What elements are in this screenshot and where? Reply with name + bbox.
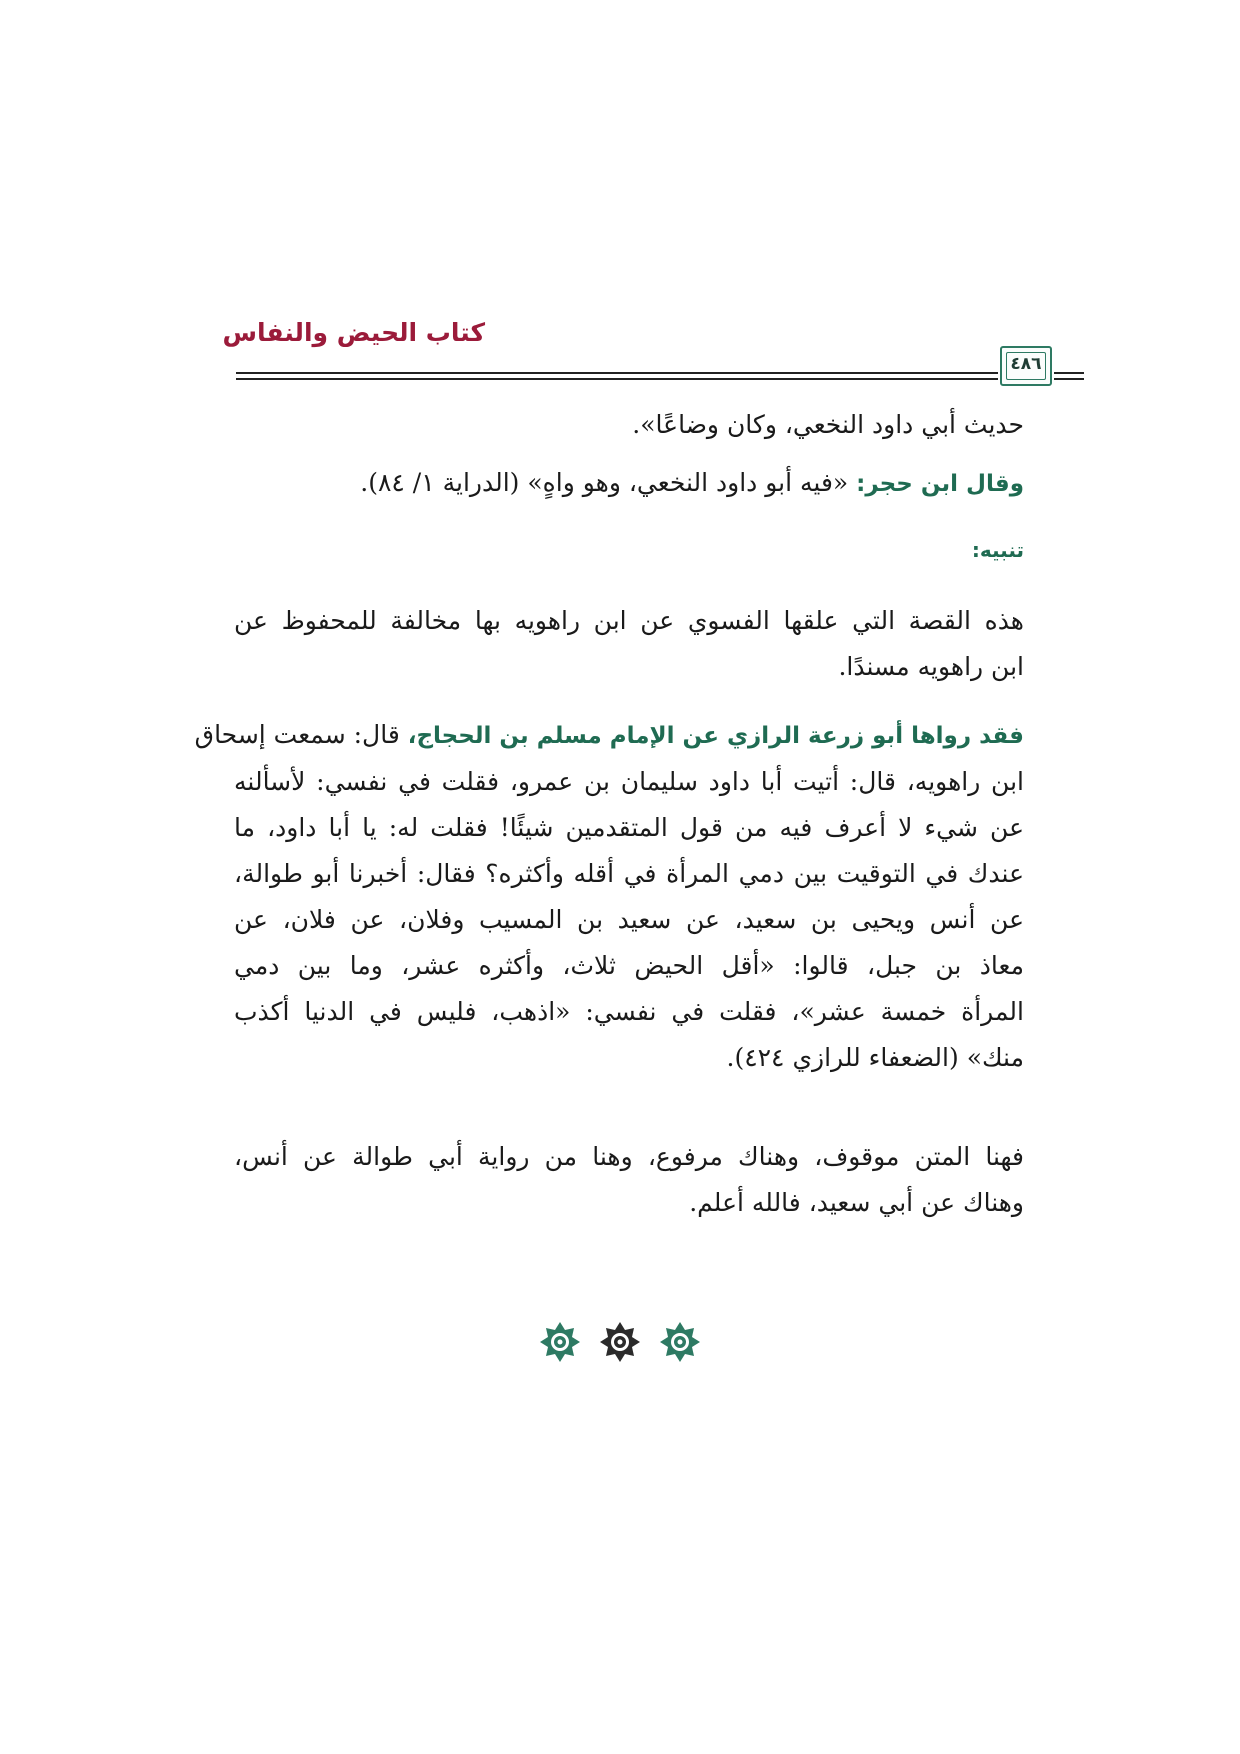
text-run: «فيه أبو داود النخعي، وهو واهٍ» (الدراية ١/ ٨٤).	[360, 468, 857, 497]
paragraph-2	[234, 460, 1024, 507]
paragraph-4	[194, 712, 1024, 1081]
text-line	[194, 712, 1024, 759]
highlight-phrase: فقد رواها أبو زرعة الرازي عن الإمام مسلم بن الحجاج،	[407, 723, 1024, 749]
text-line: هذه القصة التي علقها الفسوي عن ابن راهويه بها مخالفة للمحفوظ عن	[234, 606, 1024, 635]
text-line: عن شيء لا أعرف فيه من قول المتقدمين شيئًا! فقلت له: يا أبا داود، ما	[234, 813, 1024, 842]
text-line: عندك في التوقيت بين دمي المرأة في أقله وأكثره؟ فقال: أخبرنا أبو طوالة،	[234, 859, 1024, 888]
section-ornaments	[530, 1318, 710, 1366]
paragraph-3	[234, 598, 1024, 690]
header-rule	[236, 372, 998, 374]
text-line: منك» (الضعفاء للرازي ٤٢٤).	[726, 1043, 1024, 1072]
text-line: وهناك عن أبي سعيد، فالله أعلم.	[689, 1188, 1024, 1217]
header-rule	[236, 378, 998, 380]
note-label: تنبيه:	[971, 538, 1024, 562]
text-line: ابن راهويه، قال: أتيت أبا داود سليمان بن عمرو، فقلت في نفسي: لأسألنه	[234, 767, 1024, 796]
highlight-phrase: وقال ابن حجر:	[856, 471, 1024, 497]
book-title: كتاب الحيض والنفاس	[222, 318, 485, 347]
header-rule	[1054, 372, 1084, 374]
header-rule	[1054, 378, 1084, 380]
text-line: المرأة خمسة عشر»، فقلت في نفسي: «اذهب، فليس في الدنيا أكذب	[234, 997, 1024, 1026]
star-flower-icon	[600, 1322, 640, 1362]
page-number: ٤٨٦	[1010, 354, 1042, 374]
text-line: فهنا المتن موقوف، وهناك مرفوع، وهنا من رواية أبي طوالة عن أنس،	[234, 1142, 1024, 1171]
text-line: ابن راهويه مسندًا.	[838, 652, 1024, 681]
paragraph-1	[234, 402, 1024, 448]
text-line: معاذ بن جبل، قالوا: «أقل الحيض ثلاث، وأكثره عشر، وما بين دمي	[234, 951, 1024, 980]
page-number-frame	[1000, 346, 1052, 386]
text-line	[234, 460, 1024, 507]
star-flower-icon	[660, 1322, 700, 1362]
star-flower-icon	[540, 1322, 580, 1362]
paragraph-5	[234, 1134, 1024, 1226]
text-run: قال: سمعت إسحاق	[194, 720, 408, 749]
text-line: عن أنس ويحيى بن سعيد، عن سعيد بن المسيب وفلان، عن فلان، عن	[234, 905, 1024, 934]
text-line: حديث أبي داود النخعي، وكان وضاعًا».	[632, 410, 1024, 439]
